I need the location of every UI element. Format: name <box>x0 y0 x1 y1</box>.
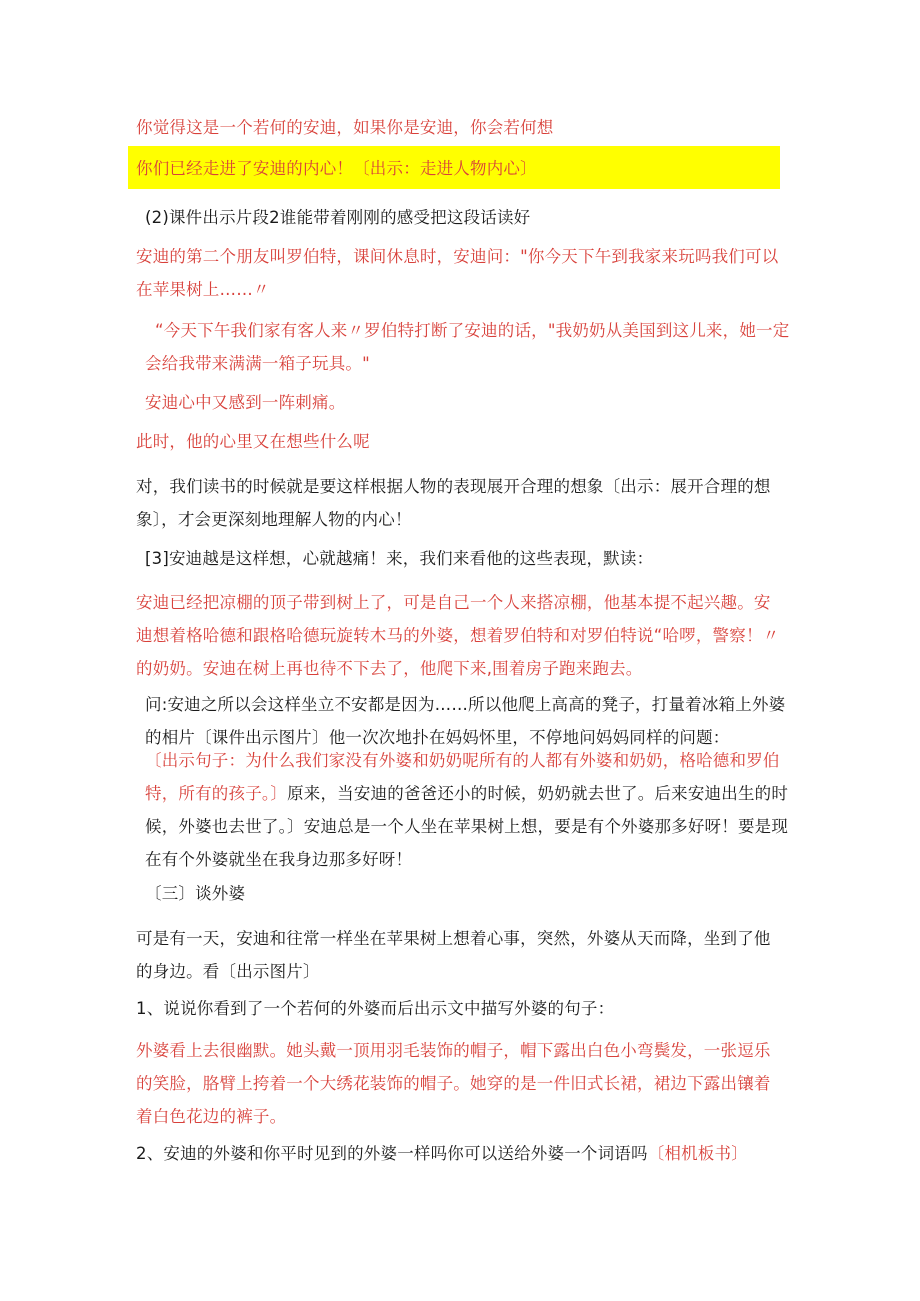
quoted-sentence: 〔出示句子：为什么我们家没有外婆和奶奶呢所有的人都有外婆和奶奶，格哈德和罗伯特，所有的孩子。〕 <box>145 751 780 803</box>
board-note: 〔相机板书〕 <box>647 1144 748 1163</box>
question-paragraph: 你觉得这是一个若何的安迪，如果你是安迪，你会若何想 <box>136 118 554 137</box>
task-1-paragraph: 1、说说你看到了一个若何的外婆而后出示文中描写外婆的句子： <box>136 999 615 1018</box>
imagination-paragraph: 对，我们读书的时候就是要这样根据人物的表现展开合理的想象〔出示：展开合理的想象〕，才会更深刻地理解人物的内心！ <box>136 477 771 529</box>
section-heading: 〔三〕谈外婆 <box>145 884 246 903</box>
step-2-paragraph: (2)课件出示片段2谁能带着刚刚的感受把这段话读好 <box>145 208 531 227</box>
explanation-text: 原来，当安迪的爸爸还小的时候，奶奶就去世了。后来安迪出生的时候，外婆也去世了。〕安迪总是一个人坐在苹果树上想，要是有个外婆那多好呀！要是现在有个外婆就坐在我身边那多好呀！ <box>145 784 789 869</box>
step-3-paragraph: [3]安迪越是这样想，心就越痛！来，我们来看他的这些表现，默读： <box>145 549 654 568</box>
excerpt-2-paragraph: 安迪的第二个朋友叫罗伯特，课间休息时，安迪问："你今天下午到我家来玩吗我们可以在苹果树上……〃 <box>136 247 779 299</box>
quoted-sentence-paragraph <box>136 744 795 876</box>
question-paragraph-2: 问:安迪之所以会这样坐立不安都是因为……所以他爬上高高的凳子，打量着冰箱上外婆的相片〔课件出示图片〕他一次次地扑在妈妈怀里，不停地问妈妈同样的问题： <box>145 695 786 747</box>
excerpt-3-paragraph: 安迪已经把凉棚的顶子带到树上了，可是自己一个人来搭凉棚，他基本提不起兴趣。安迪想着格哈德和跟格哈德玩旋转木马的外婆，想着罗伯特和对罗伯特说“哈啰，警察！〃的奶奶。安迪在树上再也待不下去了，他爬下来,围着房子跑来跑去。 <box>136 593 780 678</box>
thinking-question: 此时，他的心里又在想些什么呢 <box>136 432 370 451</box>
grandma-description-paragraph: 外婆看上去很幽默。她头戴一顶用羽毛装饰的帽子，帽下露出白色小弯鬓发，一张逗乐的笑脸，胳臂上挎着一个大绣花装饰的帽子。她穿的是一件旧式长裙，裙边下露出镶着着白色花边的裤子。 <box>136 1041 771 1126</box>
grandma-arrival-paragraph: 可是有一天，安迪和往常一样坐在苹果树上想着心事，突然，外婆从天而降，坐到了他的身边。看〔出示图片〕 <box>136 929 771 981</box>
task-2-paragraph <box>136 1137 786 1170</box>
robert-quote-paragraph: “今天下午我们家有客人来〃罗伯特打断了安迪的话，"我奶奶从美国到这儿来，她一定会给我带来满满一箱子玩具。" <box>145 321 790 373</box>
task-2-text: 2、安迪的外婆和你平时见到的外婆一样吗你可以送给外婆一个词语吗 <box>136 1144 648 1163</box>
highlighted-paragraph: 你们已经走进了安迪的内心！〔出示：走进人物内心〕 <box>136 159 537 178</box>
pain-paragraph: 安迪心中又感到一阵刺痛。 <box>145 393 346 412</box>
